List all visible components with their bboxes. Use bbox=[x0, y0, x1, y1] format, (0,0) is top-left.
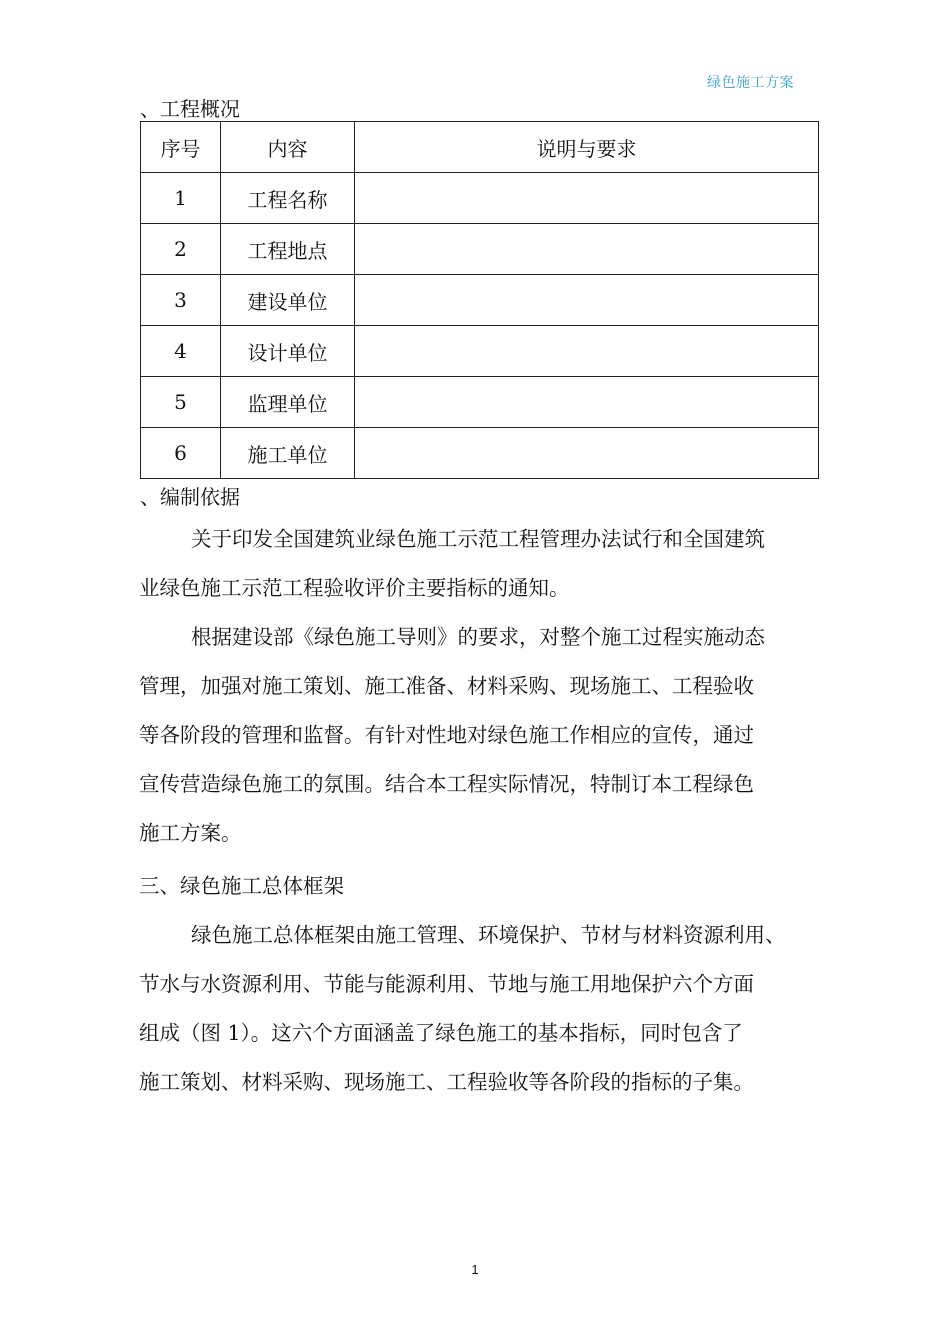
running-header: 绿色施工方案 bbox=[707, 75, 794, 91]
row-number: 3 bbox=[141, 275, 221, 326]
framework-section bbox=[139, 862, 839, 1107]
row-item: 工程地点 bbox=[221, 224, 355, 275]
row-desc bbox=[355, 275, 819, 326]
row-item: 监理单位 bbox=[221, 377, 355, 428]
header-content: 内容 bbox=[221, 122, 355, 173]
row-item: 工程名称 bbox=[221, 173, 355, 224]
paragraph-line: 施工方案。 bbox=[139, 821, 242, 845]
row-number: 2 bbox=[141, 224, 221, 275]
section-heading-framework: 三、绿色施工总体框架 bbox=[139, 874, 344, 898]
row-desc bbox=[355, 428, 819, 479]
row-item: 建设单位 bbox=[221, 275, 355, 326]
paragraph-line: 组成（图 1）。这六个方面涵盖了绿色施工的基本指标，同时包含了 bbox=[139, 1021, 743, 1045]
header-requirements: 说明与要求 bbox=[355, 122, 819, 173]
row-desc bbox=[355, 326, 819, 377]
paragraph-line: 业绿色施工示范工程验收评价主要指标的通知。 bbox=[139, 576, 570, 600]
row-desc bbox=[355, 377, 819, 428]
basis-text bbox=[139, 515, 839, 858]
table-row bbox=[141, 326, 819, 377]
paragraph-line: 关于印发全国建筑业绿色施工示范工程管理办法试行和全国建筑 bbox=[191, 527, 765, 551]
row-number: 5 bbox=[141, 377, 221, 428]
paragraph-line: 宣传营造绿色施工的氛围。结合本工程实际情况，特制订本工程绿色 bbox=[139, 772, 754, 796]
overview-table bbox=[140, 121, 819, 479]
page-number: 1 bbox=[471, 1262, 479, 1277]
table-row bbox=[141, 377, 819, 428]
paragraph-line: 等各阶段的管理和监督。有针对性地对绿色施工作相应的宣传，通过 bbox=[139, 723, 754, 747]
paragraph-line: 节水与水资源利用、节能与能源利用、节地与施工用地保护六个方面 bbox=[139, 972, 754, 996]
row-item: 施工单位 bbox=[221, 428, 355, 479]
table-row bbox=[141, 173, 819, 224]
section-heading-basis: 、编制依据 bbox=[140, 485, 240, 509]
row-desc bbox=[355, 173, 819, 224]
paragraph-line: 绿色施工总体框架由施工管理、环境保护、节材与材料资源利用、 bbox=[191, 923, 786, 947]
row-item: 设计单位 bbox=[221, 326, 355, 377]
row-number: 6 bbox=[141, 428, 221, 479]
header-no: 序号 bbox=[141, 122, 221, 173]
table-row bbox=[141, 428, 819, 479]
paragraph-line: 施工策划、材料采购、现场施工、工程验收等各阶段的指标的子集。 bbox=[139, 1070, 754, 1094]
table-row bbox=[141, 224, 819, 275]
table-row bbox=[141, 275, 819, 326]
paragraph-line: 管理，加强对施工策划、施工准备、材料采购、现场施工、工程验收 bbox=[139, 674, 754, 698]
paragraph-line: 根据建设部《绿色施工导则》的要求，对整个施工过程实施动态 bbox=[191, 625, 765, 649]
table-header-row bbox=[141, 122, 819, 173]
section-heading-overview: 、工程概况 bbox=[140, 97, 240, 121]
row-number: 4 bbox=[141, 326, 221, 377]
row-desc bbox=[355, 224, 819, 275]
row-number: 1 bbox=[141, 173, 221, 224]
